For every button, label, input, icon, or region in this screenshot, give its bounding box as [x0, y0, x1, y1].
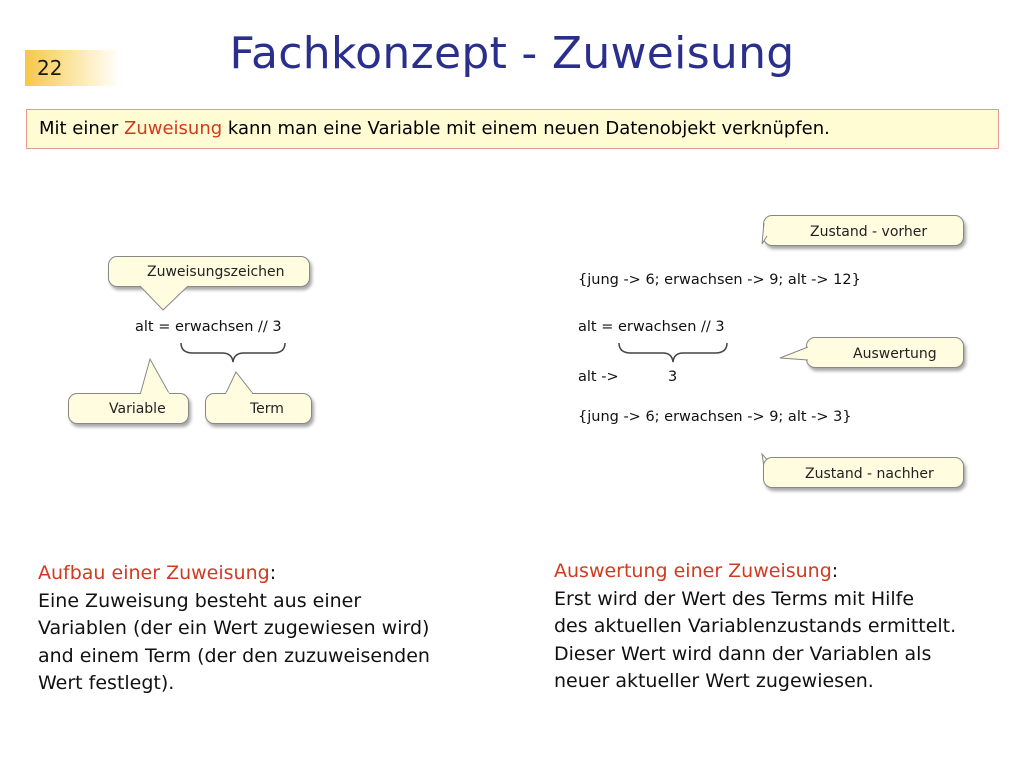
explanation-evaluation-line: Erst wird der Wert des Terms mit Hilfe: [554, 587, 915, 610]
definition-text-end: kann man eine Variable mit einem neuen Datenobjekt verknüpfen.: [222, 118, 830, 139]
explanation-evaluation: [554, 558, 994, 696]
evaluation-brace: [614, 340, 734, 366]
evaluation-result-variable: alt ->: [578, 369, 619, 385]
explanation-structure-line: Wert festlegt).: [38, 672, 175, 694]
callout-variable-label: Variable: [109, 401, 166, 417]
callout-pointer-variable: [130, 357, 180, 397]
evaluation-result-value: 3: [668, 369, 678, 385]
callout-state-after-label: Zustand - nachher: [805, 466, 934, 482]
definition-keyword: Zuweisung: [124, 118, 223, 139]
explanation-evaluation-line: des aktuellen Variablenzustands ermittelt.: [554, 615, 957, 637]
callout-variable: [68, 393, 189, 424]
definition-text-start: Mit einer: [39, 118, 124, 139]
callout-pointer-term-cover: [224, 392, 254, 396]
callout-state-before: [763, 215, 964, 246]
callout-assignment-operator-label: Zuweisungszeichen: [147, 264, 285, 280]
state-before: {jung -> 6; erwachsen -> 9; alt -> 12}: [578, 272, 861, 288]
definition-box: [26, 109, 999, 149]
explanation-structure-line: Variablen (der ein Wert zugewiesen wird): [38, 617, 430, 639]
slide-number: 22: [25, 50, 120, 86]
callout-pointer-operator: [130, 283, 200, 313]
explanation-structure-line: Eine Zuweisung besteht aus einer: [38, 589, 362, 612]
callout-pointer-evaluation: [778, 345, 810, 365]
explanation-evaluation-line: neuer aktueller Wert zugewiesen.: [554, 670, 874, 692]
callout-evaluation: [806, 337, 964, 368]
callout-term: [205, 393, 312, 424]
callout-state-before-label: Zustand - vorher: [810, 224, 928, 240]
callout-term-label: Term: [250, 401, 284, 417]
explanation-evaluation-heading: Auswertung einer Zuweisung:: [554, 560, 839, 582]
callout-pointer-variable-cover: [140, 392, 170, 396]
slide-title: Fachkonzept - Zuweisung: [229, 28, 795, 79]
callout-evaluation-label: Auswertung: [853, 346, 937, 362]
explanation-evaluation-line: Dieser Wert wird dann der Variablen als: [554, 642, 932, 665]
assignment-statement-left: alt = erwachsen // 3: [135, 319, 282, 335]
term-brace-left: [176, 340, 291, 366]
explanation-structure: [38, 560, 478, 698]
callout-pointer-state-before: [760, 222, 768, 248]
assignment-statement-right: alt = erwachsen // 3: [578, 319, 725, 335]
state-after: {jung -> 6; erwachsen -> 9; alt -> 3}: [578, 409, 852, 425]
explanation-structure-heading: Aufbau einer Zuweisung:: [38, 562, 277, 584]
explanation-structure-line: and einem Term (der den zuzuweisenden: [38, 644, 430, 667]
callout-state-after: [763, 457, 964, 488]
